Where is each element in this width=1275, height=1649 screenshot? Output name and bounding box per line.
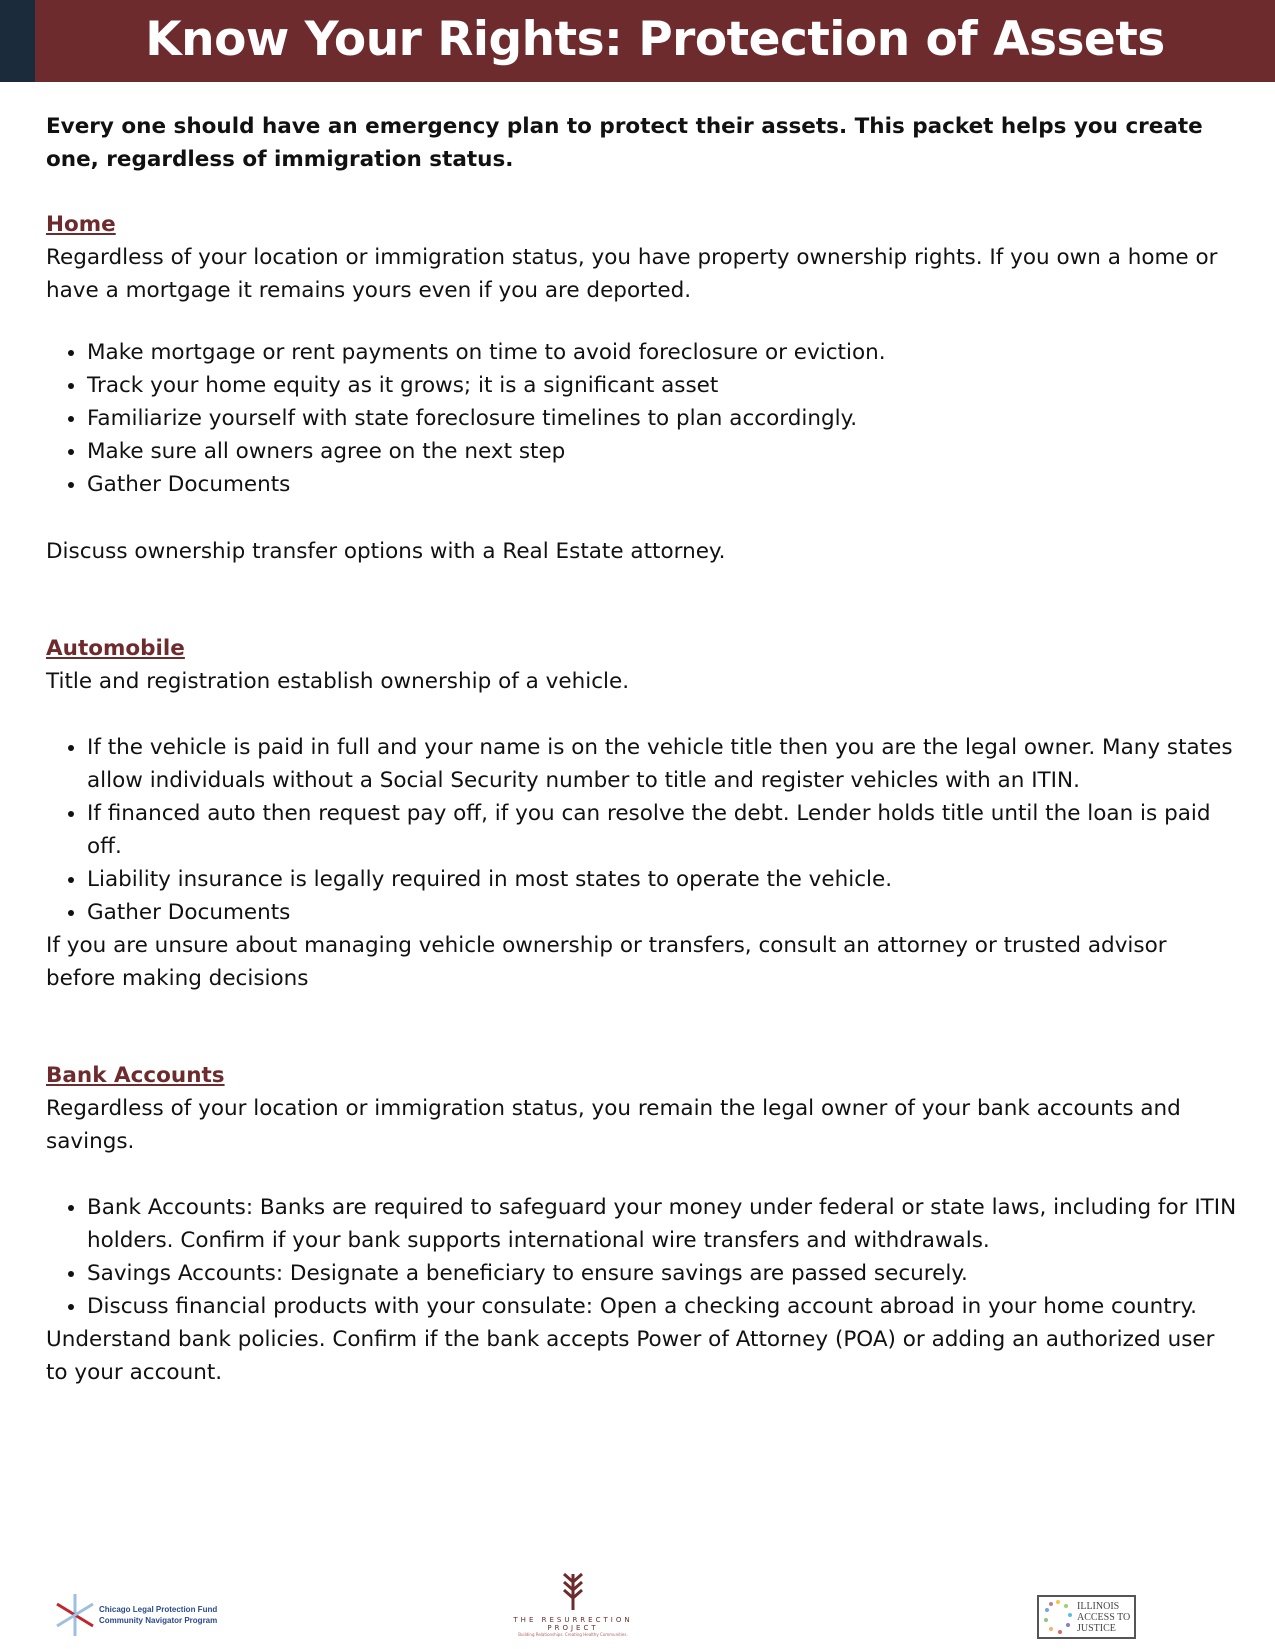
page-title: Know Your Rights: Protection of Assets [145, 12, 1165, 67]
dot-circle-icon [1043, 1599, 1073, 1635]
footer-logos [0, 1570, 1275, 1649]
bullet-list [46, 731, 1241, 929]
section-closing: If you are unsure about managing vehicle ownership or transfers, consult an attorney or trusted advisor before making decisions [46, 933, 1167, 991]
section-title: Bank Accounts [46, 1063, 225, 1088]
list-item: • Make mortgage or rent payments on time to avoid foreclosure or eviction. [87, 336, 1241, 369]
list-item: • Gather Documents [87, 896, 1241, 929]
list-item: • Familiarize yourself with state foreclosure timelines to plan accordingly. [87, 402, 1241, 435]
list-item: • Savings Accounts: Designate a beneficiary to ensure savings are passed securely. [87, 1257, 1241, 1290]
section-title: Home [46, 212, 116, 237]
section-automobile [46, 632, 1241, 995]
intro-text: Every one should have an emergency plan to protect their assets. This packet helps you create one, regardless of immigration status. [46, 114, 1203, 172]
list-item: • Track your home equity as it grows; it is a significant asset [87, 369, 1241, 402]
illinois-access-to-justice-logo: ILLINOIS ACCESS TO JUSTICE [1037, 1595, 1136, 1639]
list-item: • If financed auto then request pay off, if you can resolve the debt. Lender holds title until the loan is paid off. [87, 797, 1241, 863]
bullet-list [46, 336, 1241, 501]
section-home [46, 208, 1241, 568]
bullet-list [46, 1191, 1241, 1323]
page-header [0, 0, 1275, 82]
section-lead: Regardless of your location or immigration status, you remain the legal owner of your bank accounts and savings. [46, 1096, 1181, 1154]
document-body [46, 110, 1241, 1389]
chicago-star-icon [55, 1592, 95, 1638]
list-item: • If the vehicle is paid in full and your name is on the vehicle title then you are the legal owner. Many states allow individuals without a Social Security number to title and register vehicles with an ITIN. [87, 731, 1241, 797]
list-item: • Gather Documents [87, 468, 1241, 501]
resurrection-project-logo: THE RESURRECTION PROJECT Building Relationships. Creating Healthy Communities. [488, 1570, 658, 1637]
list-item: • Discuss financial products with your consulate: Open a checking account abroad in your home country. [87, 1290, 1241, 1323]
chicago-legal-protection-fund-logo: Chicago Legal Protection Fund Community Navigator Program [55, 1592, 217, 1638]
section-bank-accounts [46, 1059, 1241, 1389]
section-lead: Regardless of your location or immigration status, you have property ownership rights. If you own a home or have a mortgage it remains yours even if you are deported. [46, 245, 1218, 303]
wheat-icon [558, 1570, 588, 1612]
section-closing: Discuss ownership transfer options with a Real Estate attorney. [46, 539, 726, 564]
section-lead: Title and registration establish ownership of a vehicle. [46, 669, 630, 694]
header-accent-strip [0, 0, 35, 82]
section-title: Automobile [46, 636, 185, 661]
list-item: • Make sure all owners agree on the next step [87, 435, 1241, 468]
section-closing: Understand bank policies. Confirm if the bank accepts Power of Attorney (POA) or adding an authorized user to your account. [46, 1327, 1215, 1385]
list-item: • Liability insurance is legally required in most states to operate the vehicle. [87, 863, 1241, 896]
list-item: • Bank Accounts: Banks are required to safeguard your money under federal or state laws, including for ITIN holders. Confirm if your bank supports international wire transfers and withdrawals. [87, 1191, 1241, 1257]
